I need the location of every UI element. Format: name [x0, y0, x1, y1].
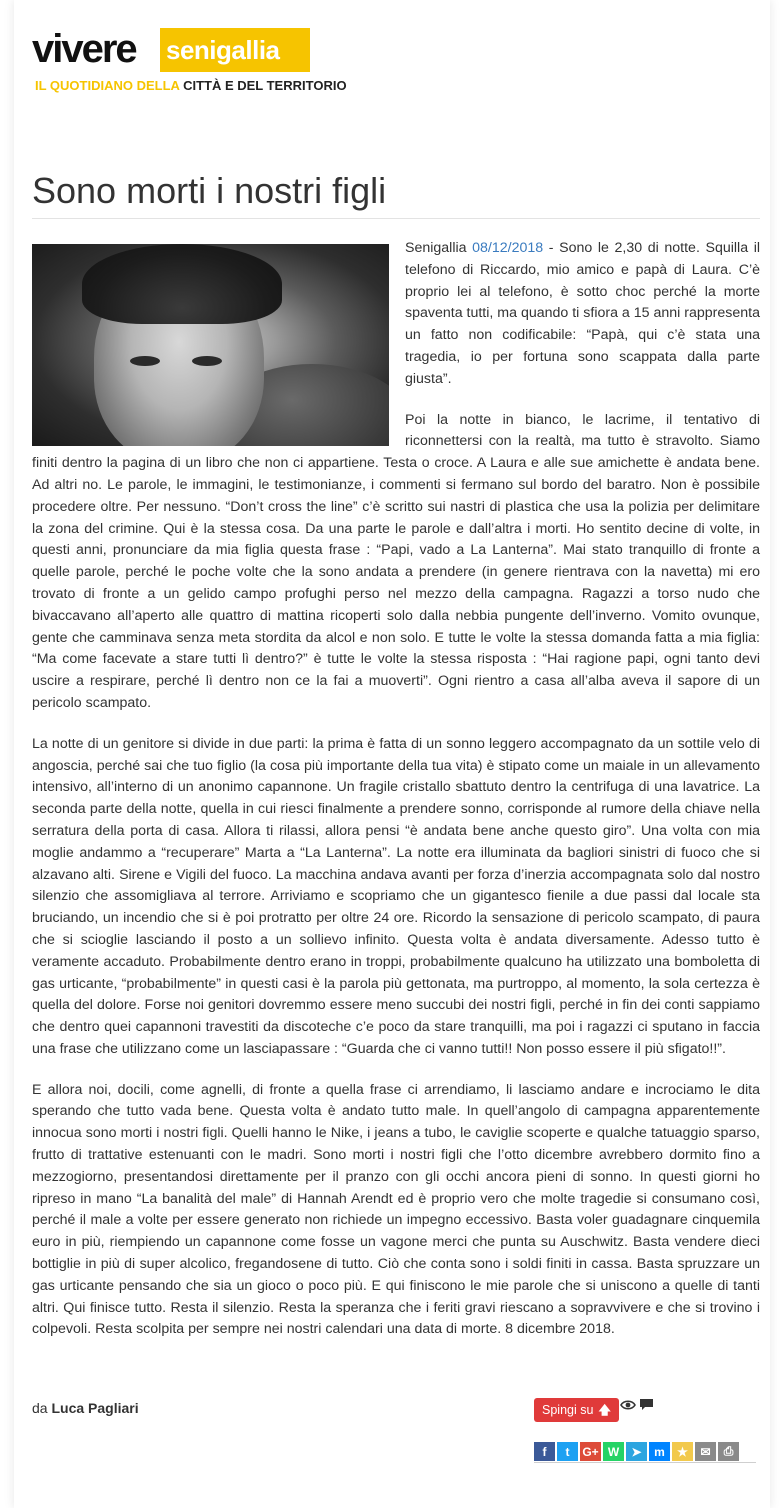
arrow-up-icon: 🡅: [598, 1403, 611, 1417]
facebook-icon[interactable]: f: [534, 1442, 555, 1461]
logo-city-box: [160, 28, 310, 72]
stats-icons: [620, 1398, 654, 1411]
google-plus-icon[interactable]: G+: [580, 1442, 601, 1461]
photo-eye-right: [192, 356, 222, 366]
tagline-part1: IL QUOTIDIANO DELLA: [35, 78, 180, 93]
telegram-icon[interactable]: ➤: [626, 1442, 647, 1461]
logo-tagline: [35, 78, 347, 93]
byline-prefix: da: [32, 1400, 48, 1416]
photo-hair-shape: [82, 244, 282, 324]
push-button-label: Spingi su: [542, 1403, 594, 1417]
article-paragraph: La notte di un genitore si divide in due parti: la prima è fatta di un sonno leggero accompagnato da un sottile velo di angoscia, perché sai che tuo figlio (la cosa più importante della tua vita) è stipato come un maiale in un allevamento intensivo, all’interno di un anonimo capannone. Un fragile cristallo sbattuto dentro la centrifuga di una lavatrice. La seconda parte della notte, quella in cui riesci finalmente a prendere sonno, corrisponde al rumore della chiave nella serratura della porta di casa. Allora ti rilassi, allora pensi “è andata bene anche questo giro”. Una volta con mia moglie andammo a “recuperare” Marta a “La Lanterna”. La notte era illuminata da bagliori sinistri di fuoco che si alzavano alti. Sirene e Vigili del fuoco. La macchina andava avanti per forza d’inerzia accompagnata solo dal nostro silenzio che assomigliava al terrore. Arriviamo e scopriamo che un gigantesco fienile a due passi dal locale sta bruciando, un incendio che si è poi protratto per oltre 24 ore. Ricordo la sensazione di pericolo scampato, di paura che si scioglie lasciando il posto a un sollievo infinito. Questa volta è andata diversamente. Adesso tutto è veramente accaduto. Probabilmente dentro erano in troppi, probabilmente qualcuno ha utilizzato una bomboletta di gas urticante, “probabilmente” in questi casi è la parola più gettonata, ma purtroppo, al momento, la sola certezza è quella del dolore. Forse noi genitori dovremmo essere meno succubi dei nostri figli, perché in fin dei conti sappiamo che dentro quei capannoni travestiti da discoteche c’e poco da stare tranquilli, ma poi i ragazzi ci sputano in faccia una frase che utilizzano come un lasciapassare : “Guarda che ci vanno tutti!! Non posso essere il più sfigato!!”.: [32, 735, 760, 1057]
article-location: Senigallia: [405, 240, 467, 256]
push-up-button[interactable]: [534, 1398, 619, 1422]
share-bar: [534, 1442, 739, 1461]
comment-icon[interactable]: [639, 1398, 654, 1411]
article-date-link[interactable]: 08/12/2018: [472, 240, 544, 256]
logo-vivere-text: vivere: [32, 27, 136, 71]
messenger-icon[interactable]: m: [649, 1442, 670, 1461]
twitter-icon[interactable]: t: [557, 1442, 578, 1461]
share-divider: [534, 1462, 756, 1463]
article-photo: [32, 244, 389, 446]
photo-eye-left: [130, 356, 160, 366]
author-byline: [32, 1400, 139, 1416]
whatsapp-icon[interactable]: W: [603, 1442, 624, 1461]
author-name[interactable]: Luca Pagliari: [51, 1400, 139, 1416]
logo-city-text: senigallia: [166, 35, 280, 65]
title-divider: [32, 218, 760, 219]
article-title: Sono morti i nostri figli: [32, 170, 387, 211]
article-body: [32, 238, 760, 1360]
article-paragraph: E allora noi, docili, come agnelli, di fronte a quella frase ci arrendiamo, li lasciamo andare e incrociamo le dita sperando che tutto vada bene. Questa volta è andato tutto male. In quell’angolo di campagna apparentemente innocua sono morti i nostri figli. Quelli hanno le Nike, i jeans a tubo, le caviglie scoperte e qualche tatuaggio sparso, frutto di trattative estenuanti con le madri. Sono morti i nostri figli che l’otto dicembre avrebbero dormito fino a mezzogiorno, presentandosi direttamente per il pranzo con gli occhi ancora pieni di sonno. In questi giorni ho ripreso in mano “La banalità del male” di Hannah Arendt ed è proprio vero che molte tragedie si consumano così, perché il male a volte per essere generato non richiede un impegno eccessivo. Basta voler guadagnare cinquemila euro in più, riempiendo un capannone come fosse un vagone merci che punta su Auschwitz. Basta vendere dieci bottiglie in più di super alcolico, fregandosene di tutto. Ciò che conta sono i soldi finiti in cassa. Basta spruzzare un gas urticante pensando che sia un gioco o poco più. E qui finiscono le mie parole che si uniscono a quelle di tanti altri. Qui finisce tutto. Resta il silenzio. Resta la speranza che i feriti gravi riescano a sopravvivere e che si trovino i colpevoli. Resta scolpita per sempre nei nostri calendari una data di morte. 8 dicembre 2018.: [32, 1081, 760, 1338]
print-icon[interactable]: ⎙: [718, 1442, 739, 1461]
email-icon[interactable]: ✉: [695, 1442, 716, 1461]
tagline-part2: CITTÀ E DEL TERRITORIO: [183, 78, 347, 93]
article-paragraph: Poi la notte in bianco, le lacrime, il tentativo di riconnettersi con la realtà, ma tutto è stravolto. Siamo finiti dentro la pagina di un libro che non ci appartiene. Testa o croce. A Laura e alle sue amichette è andata bene. Ad altri no. Le parole, le immagini, le testimonianze, i commenti si fermano sul bordo del baratro. Non è possibile procedere oltre. Per nessuno. “Don’t cross the line” c’è scritto sui nastri di plastica che usa la polizia per delimitare la zona del crimine. Qui è la stessa cosa. Da una parte le parole e dall’altra i morti. Ho sentito decine di volte, in questi anni, pronunciare da mia figlia questa frase : “Papi, vado a La Lanterna”. Mai stato tranquillo di fronte a quelle parole, perché le poche volte che la sono andata a prendere (in genere rientrava con la navetta) mi ero trovato di fronte a un gelido campo profughi perso nel mezzo della campagna. Ragazzi a torso nudo che bivaccavano all’aperto alle quattro di mattina ricoperti solo dalla nebbia pungente dell’inverno. Vomito ovunque, gente che camminava senza meta stordita da alcol e non solo. E tutte le volte la stessa domanda fatta a mia figlia: “Ma come facevate a stare tutti lì dentro?” è tutte le volte la stessa risposta : “Hai ragione papi, ogni tanto devi uscire a respirare, perché lì dentro non ce la fai a muoverti”. Ogni rientro a casa all’alba aveva il sapore di un pericolo scampato.: [32, 411, 760, 711]
article-lead-text: - Sono le 2,30 di notte. Squilla il telefono di Riccardo, mio amico e papà di Laura. C’è proprio lei al telefono, è sotto choc perché la morte spaventa tutti, ma quando ti sfiora a 15 anni rappresenta un fatto non codificabile: “Papà, qui c’è stata una tragedia, io per fortuna sono scappata dalla parte giusta”.: [405, 240, 761, 387]
eye-icon: [620, 1399, 636, 1411]
bookmark-star-icon[interactable]: ★: [672, 1442, 693, 1461]
